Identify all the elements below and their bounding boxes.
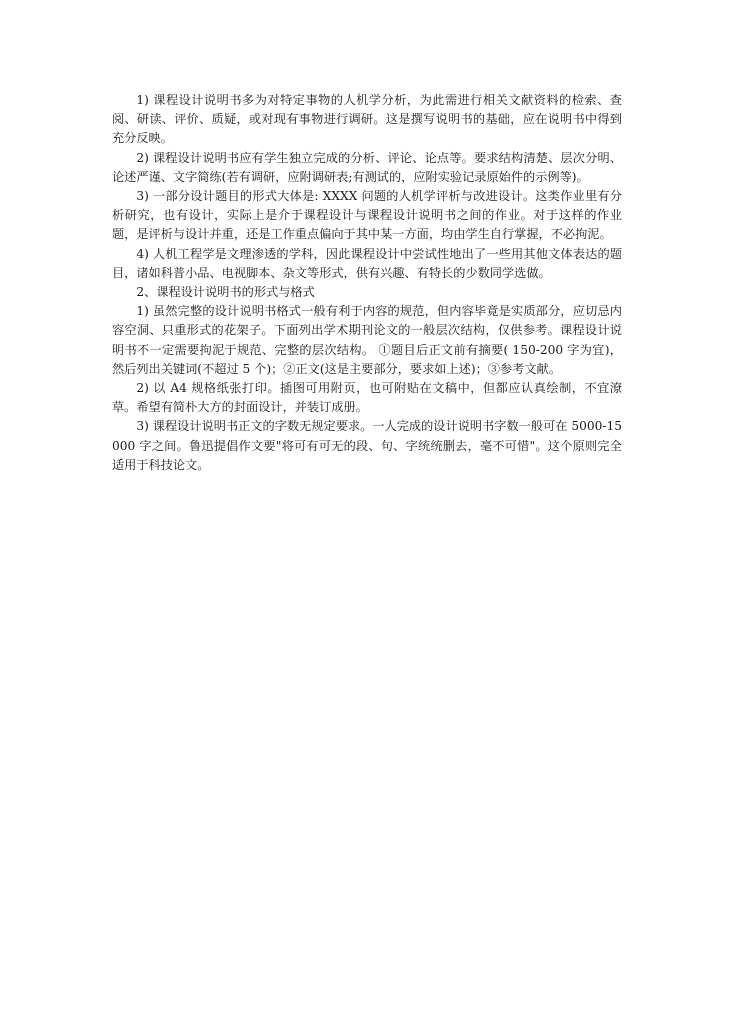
paragraph-format-2: 2) 以 A4 规格纸张打印。插图可用附页，也可附贴在文稿中，但都应认真绘制，不宜潦草。希望有简朴大方的封面设计，并装订成册。 [112, 381, 622, 415]
paragraph-item-1: 1) 课程设计说明书多为对特定事物的人机学分析，为此需进行相关文献资料的检索、查阅、研读、评价、质疑，或对现有事物进行调研。这是撰写说明书的基础，应在说明书中得到充分反映。 [112, 93, 622, 146]
paragraph-format-1: 1) 虽然完整的设计说明书格式一般有利于内容的规范，但内容毕竟是实质部分，应切忌内容空洞、只重形式的花架子。下面列出学术期刊论文的一般层次结构，仅供参考。课程设计说明书不一定需要拘泥于规范、完整的层次结构。 ①题目后正文前有摘要( 150-200 字为宜)，然后列出关键词(不超过 5 个)；②正文(这是主要部分，要求如上述)；③参考文献。 [112, 304, 622, 376]
paragraph-item-2: 2) 课程设计说明书应有学生独立完成的分析、评论、论点等。要求结构清楚、层次分明、论述严谨、文字简练(若有调研，应附调研表;有测试的，应附实验记录原始件的示例等)。 [112, 150, 622, 184]
paragraph-item-4: 4) 人机工程学是文理渗透的学科，因此课程设计中尝试性地出了一些用其他文体表达的题目，诸如科普小品、电视脚本、杂文等形式，供有兴趣、有特长的少数同学选做。 [112, 246, 622, 280]
document-body [112, 91, 622, 475]
paragraph-format-3: 3) 课程设计说明书正文的字数无规定要求。一人完成的设计说明书字数一般可在 5000-15000 字之间。鲁迅提倡作文要"将可有可无的段、句、字统统删去，毫不可惜"。这个原则完全适用于科技论文。 [112, 419, 622, 472]
paragraph-item-3: 3) 一部分设计题目的形式大体是: XXXX 问题的人机学评析与改进设计。这类作业里有分析研究，也有设计，实际上是介于课程设计与课程设计说明书之间的作业。对于这样的作业题，是评析与设计并重，还是工作重点偏向于其中某一方面，均由学生自行掌握，不必拘泥。 [112, 189, 622, 242]
section-heading: 2、课程设计说明书的形式与格式 [136, 285, 315, 300]
